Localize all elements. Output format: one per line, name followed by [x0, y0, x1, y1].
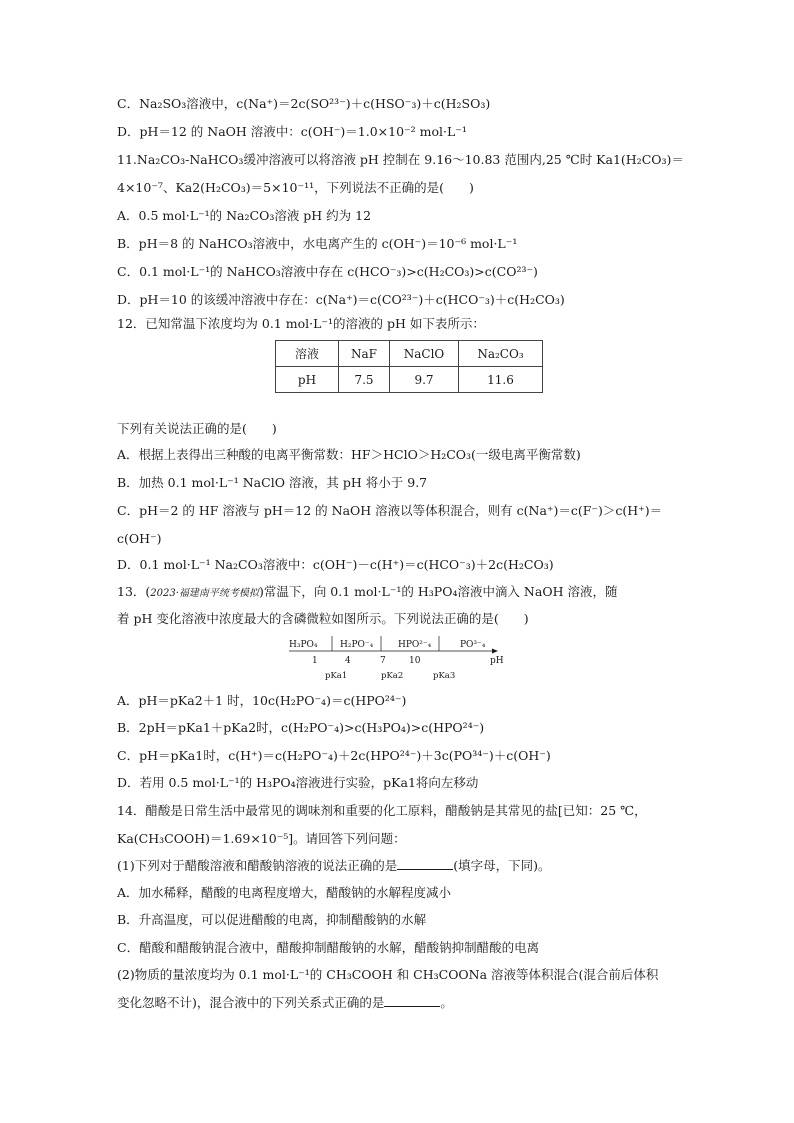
ph-table [275, 340, 543, 393]
axis-arrow [492, 649, 498, 654]
q13-stem-line2: 着 pH 变化溶液中浓度最大的含磷微粒如图所示。下列说法正确的是( ) [117, 611, 529, 626]
q14-part1-suffix: (填字母，下同)。 [453, 858, 551, 873]
q14-part2-suffix: 。 [440, 995, 453, 1010]
answer-blank[interactable] [384, 994, 440, 1007]
q14-option-c: C．醋酸和醋酸钠混合液中，醋酸抑制醋酸钠的水解，醋酸钠抑制醋酸的电离 [117, 940, 540, 955]
pk-label: pKa2 [381, 671, 404, 681]
q10-option-d: D．pH＝12 的 NaOH 溶液中：c(OH⁻)＝1.0×10⁻² mol·L⁻¹ [117, 124, 467, 139]
table-cell: 9.7 [390, 367, 459, 393]
species-label: PO³⁻₄ [460, 640, 486, 650]
tick-label: 10 [409, 656, 421, 666]
q11-option-b: B．pH＝8 的 NaHCO₃溶液中，水电离产生的 c(OH⁻)＝10⁻⁶ mol·L⁻¹ [117, 236, 518, 251]
q14-part1-text: (1)下列对于醋酸溶液和醋酸钠溶液的说法正确的是 [117, 858, 398, 873]
q13-number: 13．( [117, 584, 151, 599]
q11-option-c: C．0.1 mol·L⁻¹的 NaHCO₃溶液中存在 c(HCO⁻₃)>c(H₂CO₃)>c(CO²³⁻) [117, 264, 538, 279]
table-cell: 溶液 [276, 341, 339, 367]
q13-option-d: D．若用 0.5 mol·L⁻¹的 H₃PO₄溶液进行实验，pKa1将向左移动 [117, 775, 479, 790]
q14-stem-line1: 14．醋酸是日常生活中最常见的调味剂和重要的化工原料，醋酸钠是其常见的盐[已知：25 ℃， [117, 803, 647, 818]
q11-stem-line2: 4×10⁻⁷、Ka2(H₂CO₃)＝5×10⁻¹¹，下列说法不正确的是( ) [117, 180, 474, 195]
q13-option-c: C．pH＝pKa1时，c(H⁺)＝c(H₂PO⁻₄)＋2c(HPO²⁴⁻)＋3c(PO³⁴⁻)＋c(OH⁻) [117, 748, 551, 763]
q12-option-d: D．0.1 mol·L⁻¹ Na₂CO₃溶液中：c(OH⁻)－c(H⁺)＝c(HCO⁻₃)＋2c(H₂CO₃) [117, 557, 554, 572]
species-label: H₂PO⁻₄ [340, 640, 374, 650]
table-row [276, 367, 543, 393]
q14-option-b: B．升高温度，可以促进醋酸的电离，抑制醋酸钠的水解 [117, 912, 427, 927]
q12-option-c-line1: C．pH＝2 的 HF 溶液与 pH＝12 的 NaOH 溶液以等体积混合，则有 c(Na⁺)＝c(F⁻)＞c(H⁺)＝ [117, 503, 663, 518]
q14-part2-line2 [117, 994, 453, 1012]
tick-label: 1 [312, 656, 318, 666]
table-cell: Na₂CO₃ [459, 341, 543, 367]
table-cell: 11.6 [459, 367, 543, 393]
q12-option-a: A．根据上表得出三种酸的电离平衡常数：HF＞HClO＞H₂CO₃(一级电离平衡常数) [117, 447, 581, 462]
pk-label: pKa1 [325, 671, 348, 681]
phosphate-species-diagram [285, 634, 510, 684]
q13-stem-text: )常温下，向 0.1 mol·L⁻¹的 H₃PO₄溶液中滴入 NaOH 溶液，随 [258, 584, 618, 599]
table-cell: NaClO [390, 341, 459, 367]
q11-option-a: A．0.5 mol·L⁻¹的 Na₂CO₃溶液 pH 约为 12 [117, 208, 372, 223]
pk-label: pKa3 [433, 671, 456, 681]
q12-stem: 12．已知常温下浓度均为 0.1 mol·L⁻¹的溶液的 pH 如下表所示： [117, 316, 485, 331]
q10-option-c: C．Na₂SO₃溶液中，c(Na⁺)＝2c(SO²³⁻)＋c(HSO⁻₃)＋c(H₂SO₃) [117, 96, 491, 111]
q13-source: 2023·福建南平统考模拟 [150, 588, 259, 599]
species-label: H₃PO₄ [289, 640, 318, 650]
q14-stem-line2: Ka(CH₃COOH)＝1.69×10⁻⁵]。请回答下列问题： [117, 831, 406, 846]
tick-label: 7 [380, 656, 386, 666]
answer-blank[interactable] [397, 857, 453, 870]
q12-question: 下列有关说法正确的是( ) [117, 421, 277, 436]
table-cell: pH [276, 367, 339, 393]
q11-stem-line1: 11.Na₂CO₃-NaHCO₃缓冲溶液可以将溶液 pH 控制在 9.16～10.83 范围内,25 ℃时 Ka1(H₂CO₃)＝ [117, 152, 684, 167]
table-header-row [276, 341, 543, 367]
q12-option-c-line2: c(OH⁻) [117, 531, 162, 546]
q13-option-a: A．pH＝pKa2＋1 时，10c(H₂PO⁻₄)＝c(HPO²⁴⁻) [117, 693, 407, 708]
q12-option-b: B．加热 0.1 mol·L⁻¹ NaClO 溶液，其 pH 将小于 9.7 [117, 475, 428, 490]
q14-part2-text: 变化忽略不计)，混合液中的下列关系式正确的是 [117, 995, 385, 1010]
table-cell: NaF [339, 341, 390, 367]
q14-option-a: A．加水稀释，醋酸的电离程度增大，醋酸钠的水解程度减小 [117, 885, 452, 900]
q14-part1 [117, 857, 550, 875]
table-cell: 7.5 [339, 367, 390, 393]
q13-option-b: B．2pH＝pKa1＋pKa2时，c(H₂PO⁻₄)>c(H₃PO₄)>c(HPO²⁴⁻) [117, 720, 485, 735]
q13-stem-line1 [117, 583, 617, 603]
species-label: HPO²⁻₄ [398, 640, 432, 650]
q11-option-d: D．pH＝10 的该缓冲溶液中存在：c(Na⁺)＝c(CO²³⁻)＋c(HCO⁻₃)＋c(H₂CO₃) [117, 292, 565, 307]
axis-label: pH [490, 656, 504, 666]
q14-part2-line1: (2)物质的量浓度均为 0.1 mol·L⁻¹的 CH₃COOH 和 CH₃COONa 溶液等体积混合(混合前后体积 [117, 967, 659, 982]
tick-label: 4 [345, 656, 351, 666]
